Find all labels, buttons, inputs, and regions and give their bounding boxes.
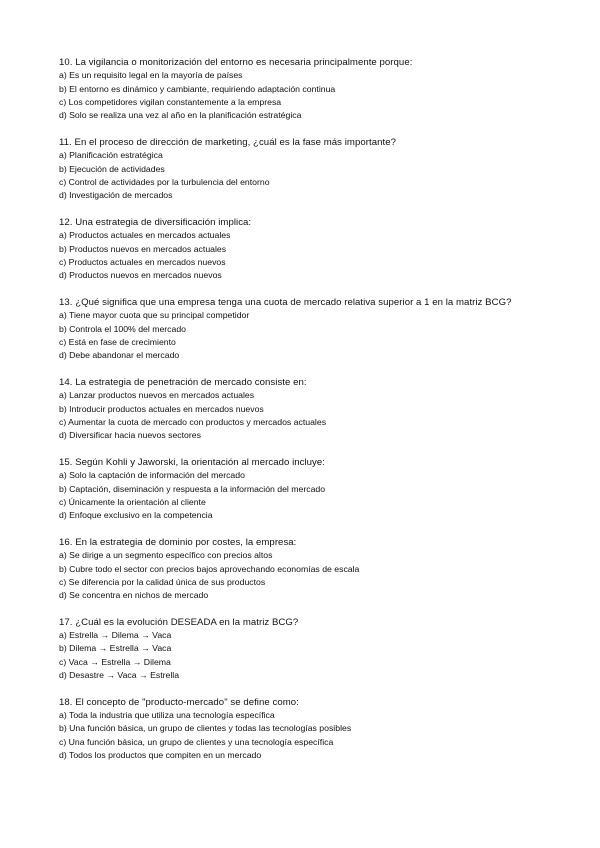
answer-options [59,69,559,122]
question-text: 15. Según Kohli y Jaworski, la orientación al mercado incluye: [59,456,325,468]
question-text: 14. La estrategia de penetración de mercado consiste en: [59,376,307,388]
answer-option: a) Solo la captación de información del mercado [59,470,245,481]
answer-option: b) Una función básica, un grupo de clientes y todas las tecnologías posibles [59,723,352,734]
answer-option: c) Aumentar la cuota de mercado con productos y mercados actuales [59,416,327,427]
question-text: 17. ¿Cuál es la evolución DESEADA en la matriz BCG? [59,616,299,628]
answer-option: a) Productos actuales en mercados actuales [59,230,231,241]
answer-option: c) Vaca → Estrella → Dilema [59,656,171,667]
answer-option: a) Lanzar productos nuevos en mercados actuales [59,390,255,401]
answer-option: d) Se concentra en nichos de mercado [59,590,209,601]
question-block [59,536,559,602]
answer-option: b) Captación, diseminación y respuesta a la información del mercado [59,483,326,494]
answer-option: b) Cubre todo el sector con precios bajos aprovechando economías de escala [59,563,360,574]
answer-option: b) Dilema → Estrella → Vaca [59,643,172,654]
answer-options [59,709,559,762]
answer-options [59,629,559,682]
answer-option: d) Productos nuevos en mercados nuevos [59,270,222,281]
answer-option: a) Planificación estratégica [59,150,163,161]
answer-options [59,389,559,442]
answer-option: b) Ejecución de actividades [59,163,165,174]
answer-option: d) Diversificar hacia nuevos sectores [59,430,201,441]
question-block [59,136,559,202]
answer-option: c) Control de actividades por la turbulencia del entorno [59,176,270,187]
answer-option: a) Se dirige a un segmento específico con precios altos [59,550,273,561]
answer-option: d) Investigación de mercados [59,190,173,201]
question-block [59,56,559,122]
question-block [59,696,559,762]
question-block [59,376,559,442]
answer-options [59,149,559,202]
answer-options [59,549,559,602]
question-text: 10. La vigilancia o monitorización del entorno es necesaria principalmente porque: [59,57,413,68]
answer-option: c) Está en fase de crecimiento [59,336,176,347]
answer-option: c) Una función básica, un grupo de clientes y una tecnología específica [59,736,334,747]
answer-option: d) Enfoque exclusivo en la competencia [59,510,213,521]
answer-option: c) Únicamente la orientación al cliente [59,496,206,507]
answer-option: c) Los competidores vigilan constantemente a la empresa [59,96,282,107]
answer-option: a) Estrella → Dilema → Vaca [59,630,172,641]
answer-option: c) Productos actuales en mercados nuevos [59,256,226,267]
answer-option: a) Tiene mayor cuota que su principal competidor [59,310,250,321]
answer-option: d) Desastre → Vaca → Estrella [59,670,180,681]
answer-option: b) El entorno es dinámico y cambiante, requiriendo adaptación continua [59,83,336,94]
answer-option: b) Productos nuevos en mercados actuales [59,243,227,254]
question-text: 16. En la estrategia de dominio por costes, la empresa: [59,536,297,548]
answer-option: d) Debe abandonar el mercado [59,350,180,361]
question-block [59,296,559,362]
answer-options [59,309,559,362]
question-text: 11. En el proceso de dirección de marketing, ¿cuál es la fase más importante? [59,136,396,148]
question-block [59,456,559,522]
answer-option: b) Controla el 100% del mercado [59,323,187,334]
question-block [59,616,559,682]
answer-option: a) Toda la industria que utiliza una tecnología específica [59,710,275,721]
answer-option: a) Es un requisito legal en la mayoría de países [59,70,243,81]
document-page [59,56,559,776]
answer-options [59,229,559,282]
answer-option: b) Introducir productos actuales en mercados nuevos [59,403,264,414]
question-block [59,216,559,282]
question-text: 12. Una estrategia de diversificación implica: [59,216,252,228]
answer-option: c) Se diferencia por la calidad única de sus productos [59,576,266,587]
question-text: 13. ¿Qué significa que una empresa tenga una cuota de mercado relativa superior a 1 en la matriz BCG? [59,296,512,308]
answer-options [59,469,559,522]
question-text: 18. El concepto de "producto-mercado" se define como: [59,696,299,708]
answer-option: d) Solo se realiza una vez al año en la planificación estratégica [59,110,302,121]
answer-option: d) Todos los productos que compiten en un mercado [59,750,262,761]
